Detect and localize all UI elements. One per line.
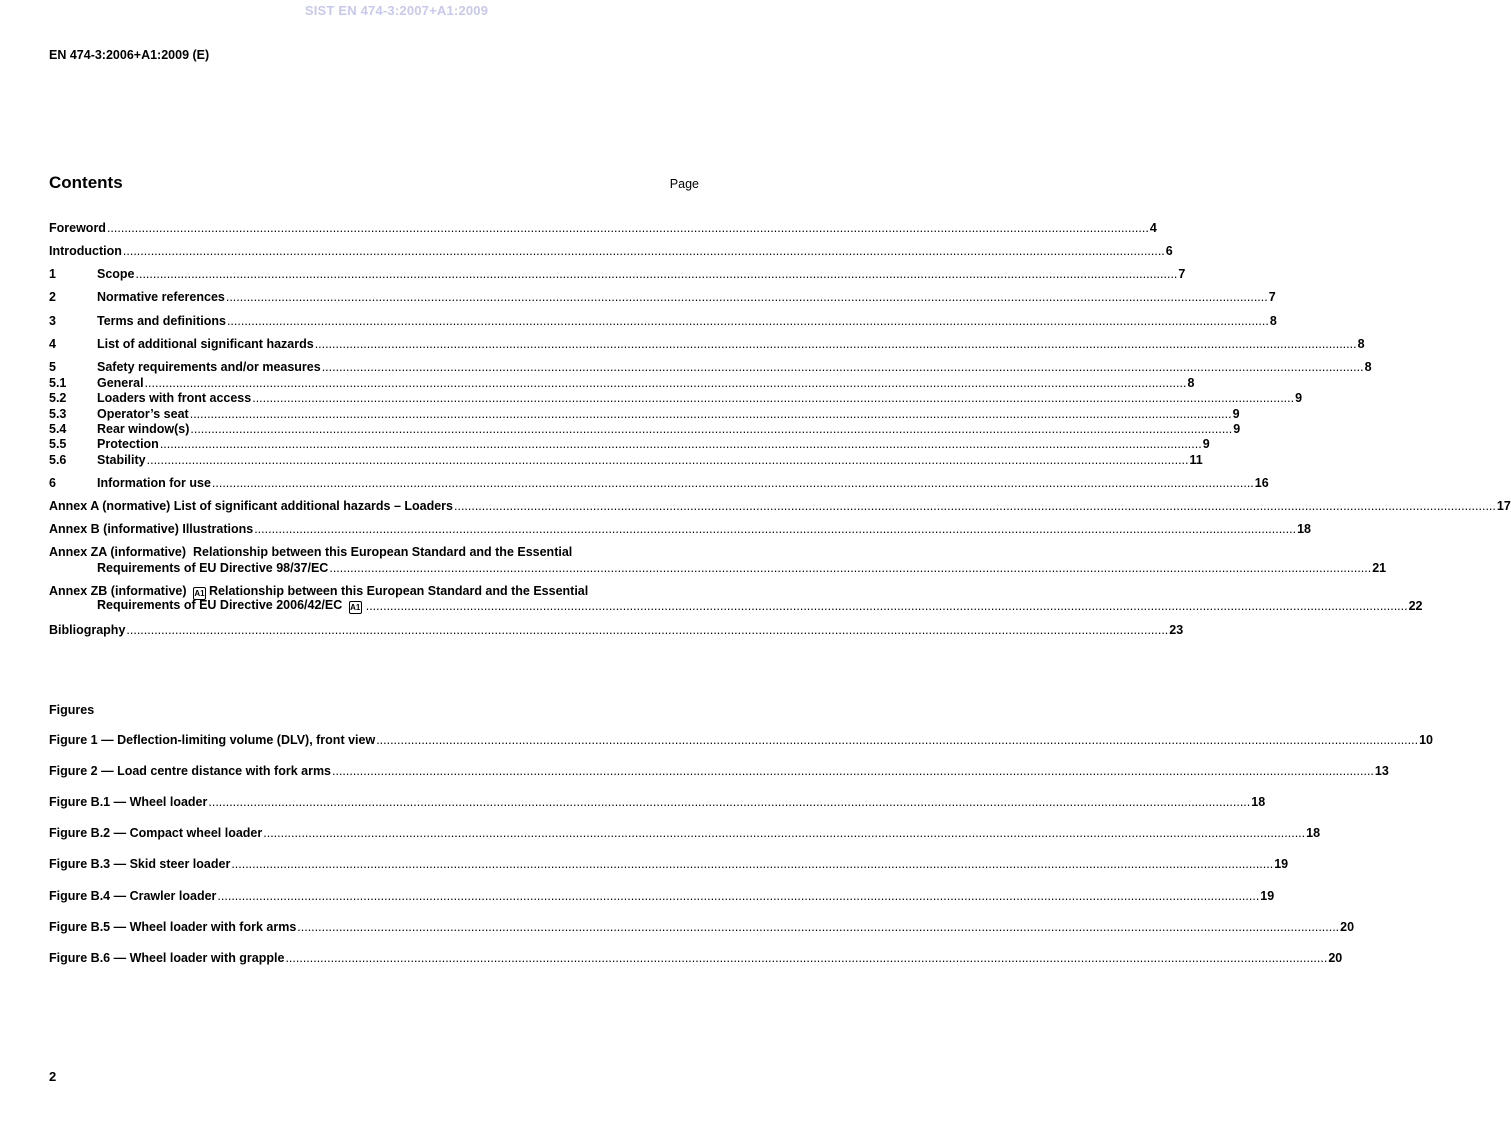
figure-entry-page: 19	[1260, 889, 1275, 903]
leader-dots: ............................................................................................................................................................................................................................................................................................................	[329, 561, 1372, 575]
document-id: EN 474-3:2006+A1:2009 (E)	[49, 48, 210, 62]
toc-entry-page: 16	[1254, 476, 1269, 490]
leader-dots: ............................................................................................................................................................................................................................................................................................................	[285, 951, 1328, 965]
figure-entry[interactable]	[49, 826, 1321, 841]
figures-title: Figures	[49, 703, 95, 717]
toc-entry-safety[interactable]	[49, 360, 1372, 375]
figure-entry-title: Figure 2 — Load centre distance with fork arms	[49, 764, 332, 778]
leader-dots: ............................................................................................................................................................................................................................................................................................................	[254, 522, 1297, 536]
figure-entry-page: 20	[1328, 951, 1343, 965]
annex-zb-label: Annex ZB (informative)	[49, 584, 187, 598]
leader-dots: ............................................................................................................................................................................................................................................................................................................	[126, 623, 1169, 637]
leader-dots: ............................................................................................................................................................................................................................................................................................................	[217, 889, 1260, 903]
toc-entry-number: 5.4	[49, 422, 67, 436]
toc-entry-annex-a[interactable]	[49, 499, 1511, 514]
toc-entry-page: 9	[1232, 407, 1240, 421]
annex-za-line1: Relationship between this European Standard and the Essential	[193, 545, 573, 559]
page-number: 2	[49, 1069, 57, 1084]
leader-dots: ............................................................................................................................................................................................................................................................................................................	[159, 437, 1202, 451]
toc-entry-number: 1	[49, 267, 56, 281]
toc-entry-foreword[interactable]	[49, 221, 1157, 236]
figure-entry-title: Figure B.5 — Wheel loader with fork arms	[49, 920, 297, 934]
toc-entry-protection[interactable]	[49, 437, 1210, 452]
annex-zb-line1: Relationship between this European Standard and the Essential	[209, 584, 589, 598]
toc-entry-title: Loaders with front access	[97, 391, 252, 405]
toc-entry-terms[interactable]	[49, 314, 1277, 329]
leader-dots: ............................................................................................................................................................................................................................................................................................................	[376, 733, 1419, 747]
figure-entry-title: Figure B.3 — Skid steer loader	[49, 857, 231, 871]
toc-entry-page: 17	[1496, 499, 1511, 513]
leader-dots: ............................................................................................................................................................................................................................................................................................................	[135, 267, 1178, 281]
leader-dots: ............................................................................................................................................................................................................................................................................................................	[106, 221, 1149, 235]
toc-entry-page: 7	[1268, 290, 1276, 304]
toc-entry-normative-references[interactable]	[49, 290, 1276, 305]
toc-entry-page: 18	[1297, 522, 1311, 536]
toc-entry-title: Rear window(s)	[97, 422, 190, 436]
toc-entry-number: 5.3	[49, 407, 67, 421]
toc-entry-title: Information for use	[97, 476, 211, 490]
toc-entry-title: Annex B (informative) Illustrations	[49, 522, 254, 536]
figure-entry-title: Figure B.1 — Wheel loader	[49, 795, 208, 809]
figure-entry-title: Figure B.6 — Wheel loader with grapple	[49, 951, 285, 965]
toc-entry-number: 5.1	[49, 376, 67, 390]
figure-entry[interactable]	[49, 951, 1343, 966]
toc-entry-annex-za-heading[interactable]	[49, 545, 572, 560]
leader-dots: ............................................................................................................................................................................................................................................................................................................	[332, 764, 1374, 778]
leader-dots: ............................................................................................................................................................................................................................................................................................................	[211, 476, 1254, 490]
leader-dots: ............................................................................................................................................................................................................................................................................................................	[454, 499, 1496, 513]
toc-entry-annex-zb[interactable]	[49, 598, 1423, 614]
figure-entry-title: Figure B.4 — Crawler loader	[49, 889, 217, 903]
toc-entry-title: Scope	[97, 267, 135, 281]
leader-dots: ............................................................................................................................................................................................................................................................................................................	[144, 376, 1187, 390]
toc-entry-rear-windows[interactable]	[49, 422, 1241, 437]
amendment-end-icon: A1	[350, 603, 361, 612]
toc-entry-stability[interactable]	[49, 453, 1203, 468]
toc-entry-number: 3	[49, 314, 56, 328]
toc-entry-title: General	[97, 376, 144, 390]
figure-entry-page: 18	[1306, 826, 1321, 840]
figure-entry-title: Figure B.2 — Compact wheel loader	[49, 826, 263, 840]
annex-za-line2: Requirements of EU Directive 98/37/EC	[97, 561, 329, 575]
leader-dots: ............................................................................................................................................................................................................................................................................................................	[252, 391, 1295, 405]
contents-title: Contents	[49, 173, 123, 192]
leader-dots: ............................................................................................................................................................................................................................................................................................................	[225, 290, 1268, 304]
amendment-start-icon: A1	[194, 589, 205, 598]
toc-entry-annex-b[interactable]	[49, 522, 1311, 537]
toc-entry-number: 5	[49, 360, 56, 374]
leader-dots: ............................................................................................................................................................................................................................................................................................................	[122, 244, 1165, 258]
toc-entry-page: 7	[1178, 267, 1186, 281]
leader-dots: ............................................................................................................................................................................................................................................................................................................	[314, 337, 1357, 351]
annex-za-label: Annex ZA (informative)	[49, 545, 187, 559]
toc-entry-page: 9	[1295, 391, 1303, 405]
figure-entry[interactable]	[49, 889, 1275, 904]
figure-entry[interactable]	[49, 764, 1389, 779]
toc-entry-title: Stability	[97, 453, 146, 467]
leader-dots: ............................................................................................................................................................................................................................................................................................................	[365, 599, 1408, 613]
toc-entry-number: 5.2	[49, 391, 67, 405]
figure-entry[interactable]	[49, 795, 1266, 810]
figure-entry[interactable]	[49, 733, 1433, 748]
toc-entry-scope[interactable]	[49, 267, 1186, 282]
figure-entry-page: 18	[1251, 795, 1266, 809]
toc-entry-title: Protection	[97, 437, 159, 451]
annex-zb-line2	[97, 598, 365, 614]
toc-entry-hazards[interactable]	[49, 337, 1365, 352]
toc-entry-title: Introduction	[49, 244, 122, 258]
toc-entry-page: 11	[1189, 453, 1203, 467]
toc-entry-title: Safety requirements and/or measures	[97, 360, 321, 374]
toc-entry-annex-za[interactable]	[49, 561, 1387, 576]
toc-entry-number: 2	[49, 290, 56, 304]
toc-entry-introduction[interactable]	[49, 244, 1173, 259]
annex-zb-line2-text: Requirements of EU Directive 2006/42/EC	[97, 598, 343, 612]
toc-entry-title: Terms and definitions	[97, 314, 226, 328]
page-column-label: Page	[669, 177, 699, 191]
watermark: SIST EN 474-3:2007+A1:2009	[304, 3, 489, 18]
figure-entry[interactable]	[49, 920, 1355, 935]
toc-entry-number: 5.5	[49, 437, 67, 451]
figure-entry[interactable]	[49, 857, 1289, 872]
leader-dots: ............................................................................................................................................................................................................................................................................................................	[297, 920, 1340, 934]
leader-dots: ............................................................................................................................................................................................................................................................................................................	[226, 314, 1269, 328]
leader-dots: ............................................................................................................................................................................................................................................................................................................	[146, 453, 1189, 467]
toc-entry-page: 22	[1408, 599, 1423, 613]
toc-entry-number: 5.6	[49, 453, 67, 467]
leader-dots: ............................................................................................................................................................................................................................................................................................................	[263, 826, 1306, 840]
toc-entry-number: 4	[49, 337, 56, 351]
toc-entry-title: Operator’s seat	[97, 407, 189, 421]
figure-entry-page: 13	[1374, 764, 1389, 778]
toc-entry-title: Annex A (normative) List of significant additional hazards – Loaders	[49, 499, 453, 513]
leader-dots: ............................................................................................................................................................................................................................................................................................................	[190, 422, 1233, 436]
toc-entry-general[interactable]	[49, 376, 1195, 391]
figure-entry-title: Figure 1 — Deflection-limiting volume (DLV), front view	[49, 733, 376, 747]
toc-entry-number: 6	[49, 476, 56, 490]
toc-entry-bibliography[interactable]	[49, 623, 1184, 638]
leader-dots: ............................................................................................................................................................................................................................................................................................................	[208, 795, 1251, 809]
figure-entry-page: 10	[1419, 733, 1433, 747]
toc-entry-page: 8	[1187, 376, 1195, 390]
toc-entry-page: 8	[1269, 314, 1277, 328]
leader-dots: ............................................................................................................................................................................................................................................................................................................	[189, 407, 1232, 421]
toc-entry-page: 8	[1357, 337, 1365, 351]
figure-entry-page: 19	[1274, 857, 1289, 871]
toc-entry-page: 4	[1149, 221, 1157, 235]
toc-entry-title: Foreword	[49, 221, 106, 235]
toc-entry-front-access[interactable]	[49, 391, 1303, 406]
toc-entry-information[interactable]	[49, 476, 1269, 491]
toc-entry-page: 23	[1169, 623, 1184, 637]
toc-entry-page: 6	[1165, 244, 1173, 258]
toc-entry-title: Bibliography	[49, 623, 126, 637]
toc-entry-title: List of additional significant hazards	[97, 337, 314, 351]
toc-entry-page: 9	[1202, 437, 1210, 451]
toc-entry-page: 21	[1372, 561, 1387, 575]
toc-entry-page: 9	[1233, 422, 1241, 436]
toc-entry-page: 8	[1364, 360, 1372, 374]
figure-entry-page: 20	[1340, 920, 1355, 934]
toc-entry-title: Normative references	[97, 290, 225, 304]
toc-entry-seat[interactable]	[49, 407, 1240, 422]
leader-dots: ............................................................................................................................................................................................................................................................................................................	[231, 857, 1274, 871]
leader-dots: ............................................................................................................................................................................................................................................................................................................	[321, 360, 1364, 374]
